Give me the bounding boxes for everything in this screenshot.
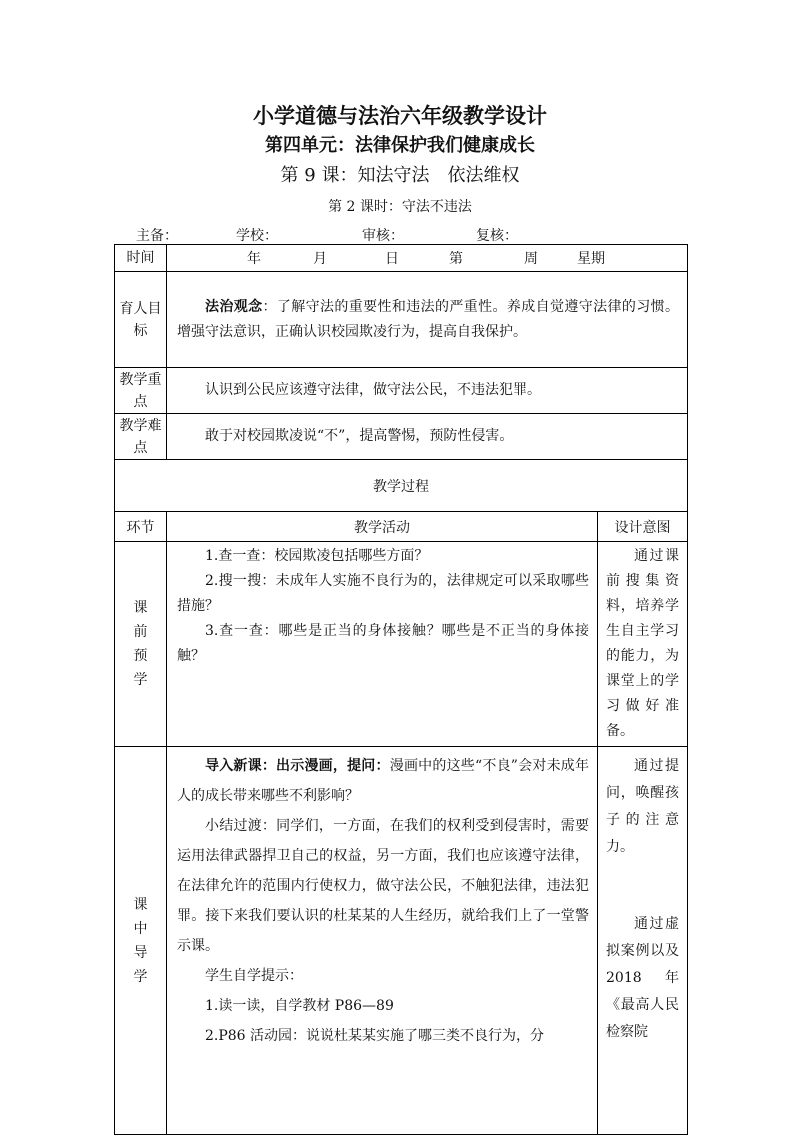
inclass-summary: 小结过渡：同学们，一方面，在我们的权利受到侵害时，需要运用法律武器捍卫自己的权益，另一方面，我们也应该遵守法律，在法律允许的范围内行使权力，做守法公民，不触犯法律，违法犯罪。接下来我们要认识的杜某某的人生经历，就给我们上了一堂警示课。 bbox=[177, 818, 589, 954]
lesson-plan-table bbox=[114, 244, 688, 1135]
stage-preclass-label: 课前预学 bbox=[115, 542, 167, 747]
meta-review: 审核： bbox=[362, 228, 404, 244]
stage-inclass-row bbox=[115, 747, 688, 1135]
difficulty-label: 教学难点 bbox=[115, 414, 167, 460]
inclass-intent-1: 通过提问，唤醒孩子的注意力。 bbox=[606, 758, 679, 855]
goal-row bbox=[115, 272, 688, 368]
time-week: 周 bbox=[524, 251, 538, 267]
stage-inclass-label: 课中导学 bbox=[115, 747, 167, 1135]
goal-bold: 法治观念 bbox=[205, 298, 263, 315]
difficulty-row bbox=[115, 414, 688, 460]
process-title: 教学过程 bbox=[115, 460, 688, 512]
meta-lead: 主备： bbox=[136, 228, 178, 244]
time-day: 日 bbox=[385, 251, 399, 267]
period-title: 第 2 课时：守法不违法 bbox=[328, 199, 472, 215]
goal-label: 育人目标 bbox=[115, 272, 167, 368]
time-month: 月 bbox=[313, 251, 327, 267]
process-header-row bbox=[115, 512, 688, 542]
lesson-title: 第 9 课：知法守法 依法维权 bbox=[280, 165, 520, 186]
time-weekday: 星期 bbox=[577, 251, 605, 267]
col-activity-header: 教学活动 bbox=[167, 512, 598, 542]
key-row bbox=[115, 368, 688, 414]
key-text: 认识到公民应该遵守法律，做守法公民，不违法犯罪。 bbox=[205, 382, 541, 398]
goal-text: ：了解守法的重要性和违法的严重性。养成自觉遵守法律的习惯。增强守法意识，正确认识校园欺凌行为，提高自我保护。 bbox=[177, 298, 679, 340]
meta-school: 学校： bbox=[236, 228, 278, 244]
inclass-item-2: 2.P86 活动园：说说杜某某实施了哪三类不良行为，分 bbox=[205, 1028, 545, 1044]
process-title-row bbox=[115, 460, 688, 512]
stage-preclass-row bbox=[115, 542, 688, 747]
preclass-item-2: 2.搜一搜：未成年人实施不良行为的，法律规定可以采取哪些措施？ bbox=[177, 573, 589, 614]
document-title: 小学道德与法治六年级教学设计 bbox=[253, 104, 547, 128]
time-ordinal: 第 bbox=[449, 251, 463, 267]
difficulty-text: 敢于对校园欺凌说“不”，提高警惕，预防性侵害。 bbox=[205, 428, 514, 444]
inclass-item-1: 1.读一读，自学教材 P86—89 bbox=[205, 998, 394, 1014]
time-row bbox=[115, 245, 688, 272]
meta-recheck: 复核： bbox=[476, 228, 518, 244]
preclass-intent: 通过课前搜集资料，培养学生自主学习的能力，为课堂上的学习做好准备。 bbox=[606, 548, 679, 739]
key-label: 教学重点 bbox=[115, 368, 167, 414]
col-intent-header: 设计意图 bbox=[598, 512, 688, 542]
inclass-intro-bold: 导入新课：出示漫画，提问： bbox=[205, 758, 390, 774]
time-fields bbox=[167, 245, 688, 272]
preclass-item-3: 3.查一查：哪些是正当的身体接触？哪些是不正当的身体接触？ bbox=[177, 623, 589, 664]
time-year: 年 bbox=[247, 251, 261, 267]
col-stage-header: 环节 bbox=[115, 512, 167, 542]
inclass-intent-2: 通过虚拟案例以及 2018 年《最高人民检察院 bbox=[606, 916, 679, 1040]
time-label: 时间 bbox=[115, 245, 167, 272]
inclass-tips: 学生自学提示： bbox=[205, 968, 303, 984]
inclass-intro-text: 漫画中的这些“不良”会对未成年人的成长带来哪些不利影响？ bbox=[177, 758, 589, 804]
goal-paragraph bbox=[177, 295, 679, 345]
preclass-item-1: 1.查一查：校园欺凌包括哪些方面？ bbox=[205, 548, 429, 564]
unit-title: 第四单元：法律保护我们健康成长 bbox=[265, 135, 535, 156]
inclass-intro bbox=[177, 751, 589, 811]
